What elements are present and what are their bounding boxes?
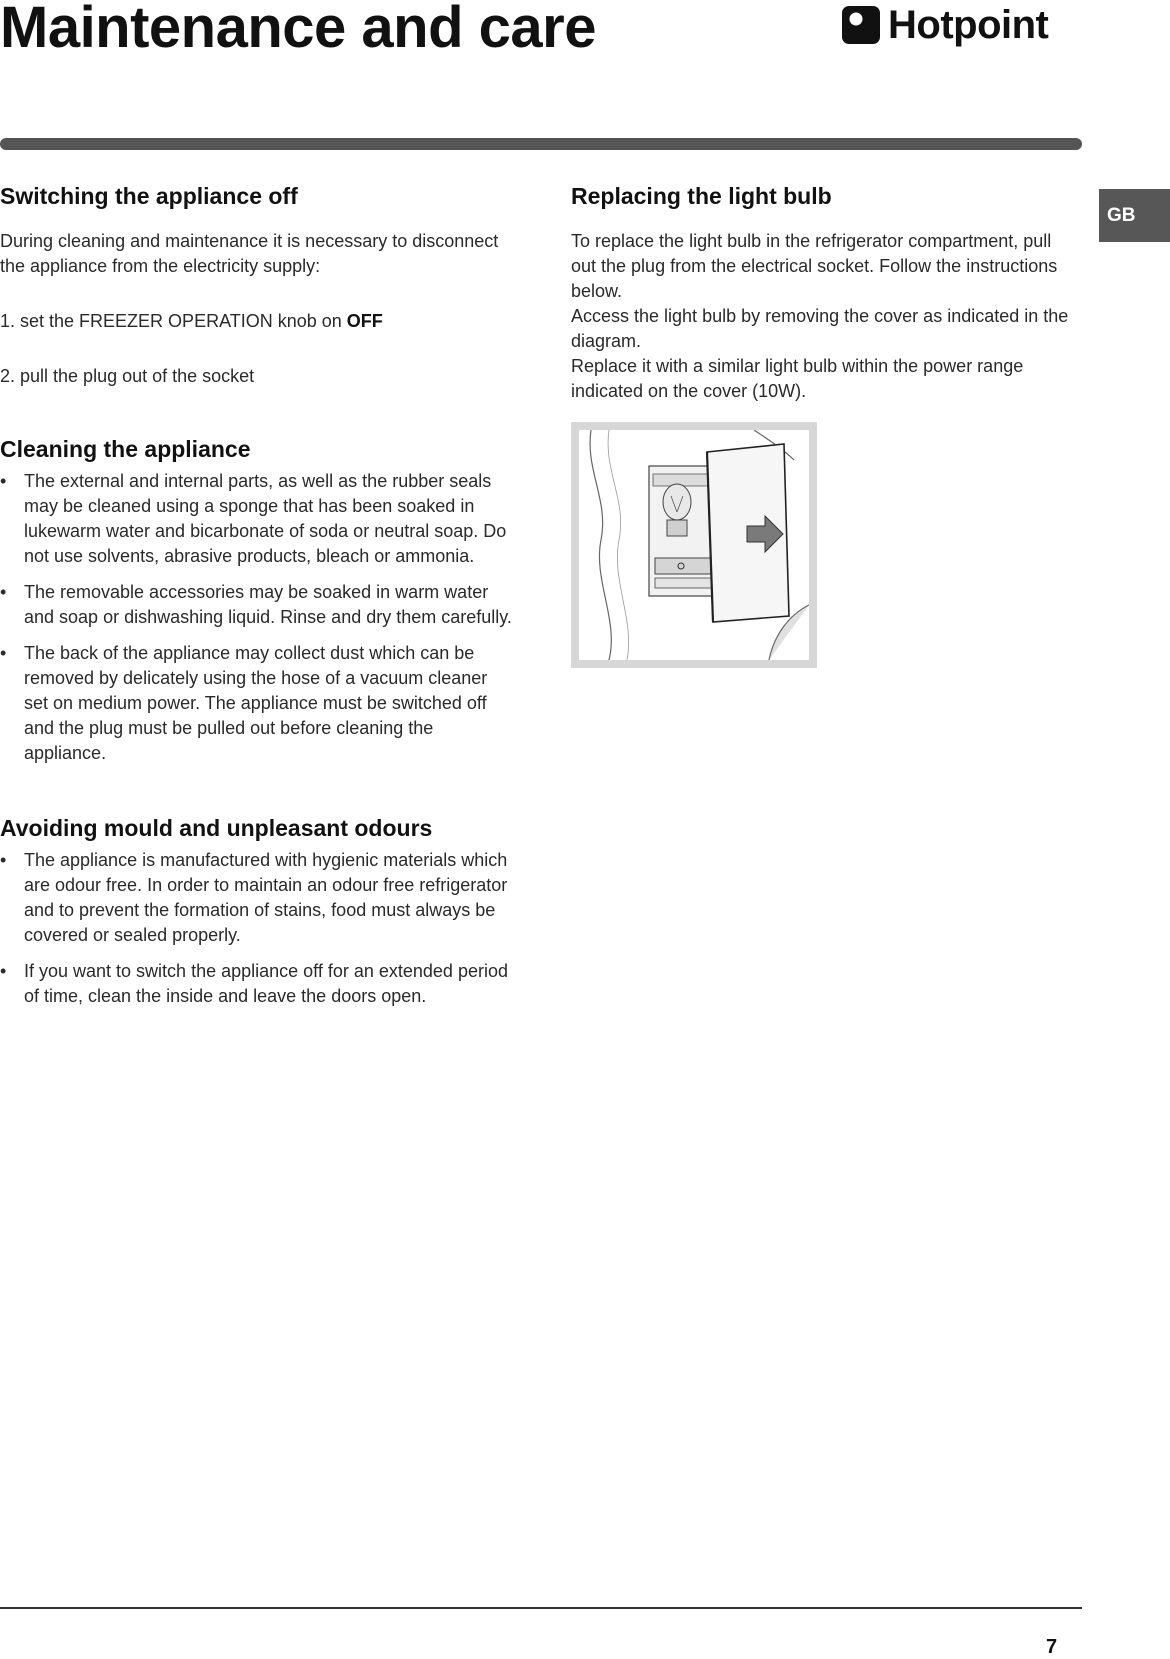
light-bulb-diagram bbox=[571, 422, 817, 668]
intro-text: During cleaning and maintenance it is necessary to disconnect the appliance from the electricity supply: bbox=[0, 231, 499, 276]
brand-name: Hotpoint bbox=[888, 2, 1049, 47]
footer-divider bbox=[0, 1607, 1082, 1609]
mould-list bbox=[0, 848, 515, 1009]
section-mould bbox=[0, 808, 515, 1009]
section-heading: Avoiding mould and unpleasant odours bbox=[0, 815, 433, 841]
left-column bbox=[0, 176, 515, 1020]
right-column bbox=[571, 176, 1081, 668]
section-cleaning bbox=[0, 429, 515, 766]
section-light-bulb bbox=[571, 176, 1081, 404]
step-1 bbox=[0, 309, 515, 334]
paragraph: Access the light bulb by removing the cover as indicated in the diagram. bbox=[571, 306, 1069, 351]
page-title: Maintenance and care bbox=[0, 0, 596, 60]
list-item: • The external and internal parts, as well as the rubber seals may be cleaned using a sponge that has been soaked in lukewarm water and bicarbonate of soda or neutral soap. Do not use solvents, abrasive products, bleach or ammonia. bbox=[0, 469, 515, 569]
list-item: • The appliance is manufactured with hygienic materials which are odour free. In order to maintain an odour free refrigerator and to prevent the formation of stains, food must always be covered or sealed properly. bbox=[0, 848, 515, 948]
hotpoint-logo-icon bbox=[842, 6, 880, 44]
section-heading: Cleaning the appliance bbox=[0, 436, 251, 462]
step-1-bold: OFF bbox=[346, 311, 383, 331]
step-2: 2. pull the plug out of the socket bbox=[0, 366, 255, 386]
section-heading: Switching the appliance off bbox=[0, 183, 298, 209]
list-item: • The back of the appliance may collect dust which can be removed by delicately using the hose of a vacuum cleaner set on medium power. The appliance must be switched off and the plug must be pulled out before cleaning the appliance. bbox=[0, 641, 515, 766]
section-switching-off bbox=[0, 176, 515, 389]
brand-logo bbox=[842, 2, 1048, 48]
bulb-cover-illustration bbox=[579, 430, 809, 660]
step-1-text: 1. set the FREEZER OPERATION knob on bbox=[0, 311, 347, 331]
language-tab: GB bbox=[1099, 189, 1170, 242]
list-item: • If you want to switch the appliance off for an extended period of time, clean the inside and leave the doors open. bbox=[0, 959, 515, 1009]
cleaning-list bbox=[0, 469, 515, 766]
page-number: 7 bbox=[1046, 1636, 1058, 1658]
header-divider bbox=[0, 138, 1082, 150]
paragraph: To replace the light bulb in the refrigerator compartment, pull out the plug from the electrical socket. Follow the instructions below. bbox=[571, 231, 1058, 301]
section-heading: Replacing the light bulb bbox=[571, 183, 832, 209]
list-item: • The removable accessories may be soaked in warm water and soap or dishwashing liquid. Rinse and dry them carefully. bbox=[0, 580, 515, 630]
paragraph: Replace it with a similar light bulb within the power range indicated on the cover (10W). bbox=[571, 356, 1024, 401]
